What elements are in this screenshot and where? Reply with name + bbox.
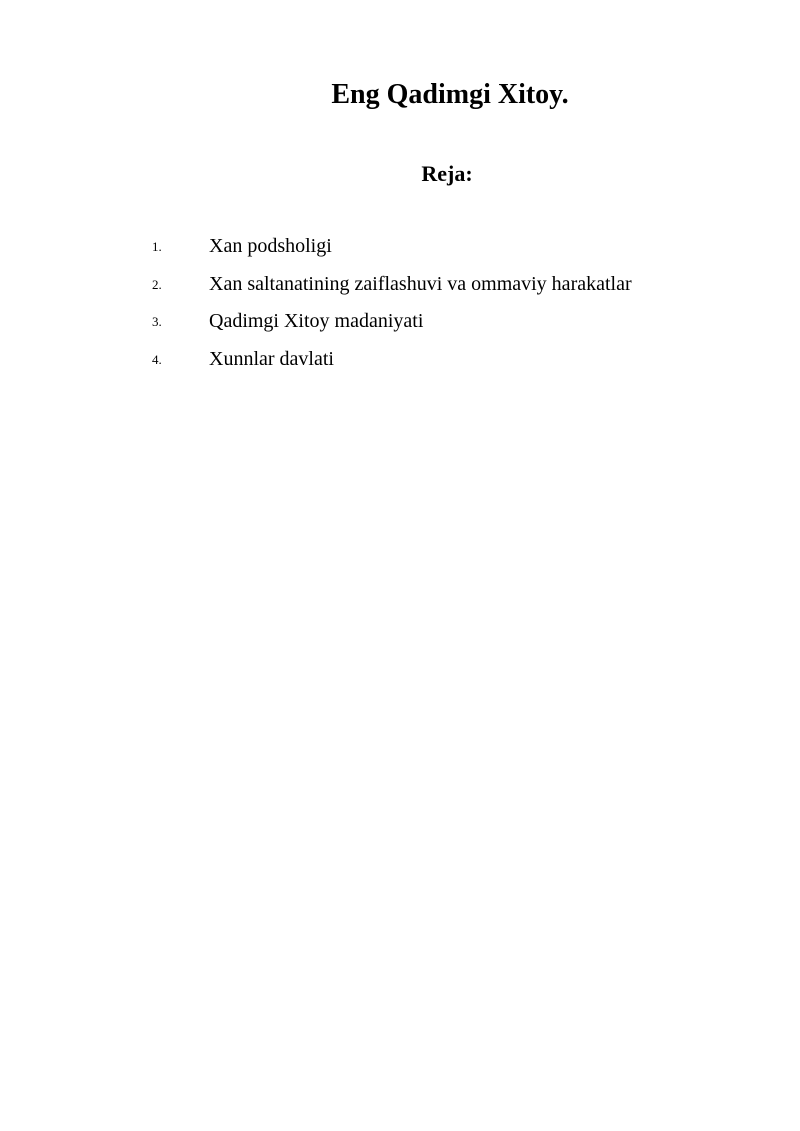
plan-list-item: [0, 271, 800, 309]
plan-list-item: [0, 346, 800, 384]
list-item-text: Qadimgi Xitoy madaniyati: [209, 310, 424, 333]
plan-list-item: [0, 308, 800, 346]
plan-list: [0, 233, 800, 384]
list-item-text: Xunnlar davlati: [209, 348, 334, 371]
list-item-number: 1.: [152, 239, 162, 254]
list-item-number: 3.: [152, 314, 162, 330]
page-title: Eng Qadimgi Xitoy.: [331, 79, 569, 110]
plan-heading: Reja:: [421, 161, 473, 186]
list-item-text: Xan saltanatining zaiflashuvi va ommaviy harakatlar: [209, 272, 632, 295]
plan-list-item: [0, 233, 800, 271]
list-item-number: 2.: [152, 276, 162, 292]
list-item-text: Xan podsholigi: [209, 235, 332, 257]
list-item-number: 4.: [152, 352, 162, 368]
